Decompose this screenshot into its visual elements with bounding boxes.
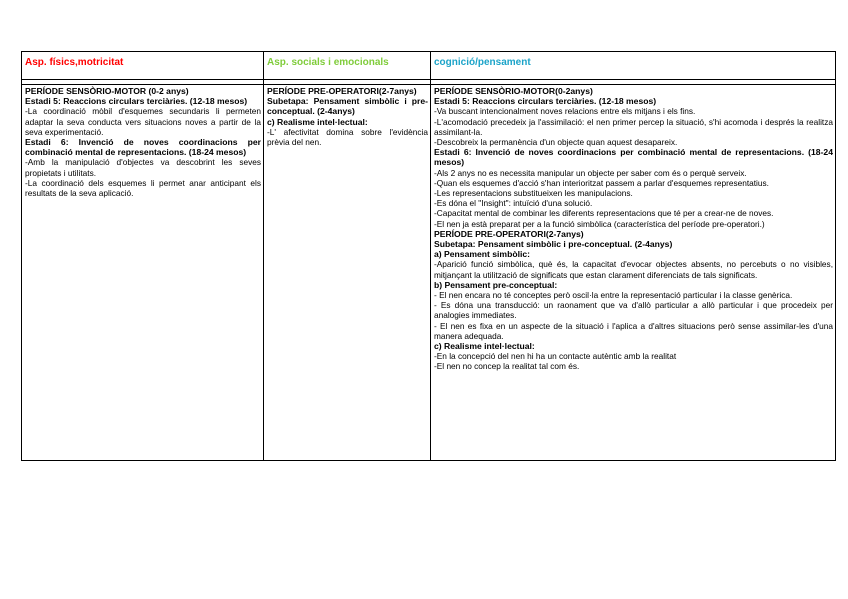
text-line: -La coordinació dels esquemes li permet anar anticipant els resultats de la seva aplicació. bbox=[25, 177, 261, 199]
section-heading: b) Pensament pre-conceptual: bbox=[434, 279, 558, 290]
section-heading: a) Pensament simbòlic: bbox=[434, 249, 530, 260]
section-heading: PERÍODE SENSÒRIO-MOTOR(0-2anys) bbox=[434, 86, 593, 96]
header-physical: Asp. físics,motricitat bbox=[22, 52, 264, 80]
text-line: -El nen ja està preparat per a la funció simbòlica (característica del període pre-operatori.) bbox=[434, 218, 765, 229]
text-line: -Aparició funció simbòlica, què és, la capacitat d'evocar objectes absents, no percebuts o no visibles, mitjançant la utilització de significats que estan clarament diferenciats de tals significats. bbox=[434, 259, 833, 280]
section-heading: PERÍODE SENSÒRIO-MOTOR (0-2 anys) bbox=[25, 86, 189, 96]
cognition-cell bbox=[431, 85, 836, 461]
text-line: -Descobreix la permanència d'un objecte quan aquest desapareix. bbox=[434, 137, 678, 148]
section-heading: Estadi 5: Reaccions circulars terciàries. (12-18 mesos) bbox=[25, 96, 248, 107]
section-heading: Subetapa: Pensament simbòlic i pre-conceptual. (2-4anys) bbox=[267, 96, 428, 117]
text-line: -La coordinació mòbil d'esquemes secundaris li permeten adaptar la seva conducta vers situacions noves a partir de la seva experimentació. bbox=[25, 106, 261, 137]
development-table bbox=[21, 51, 836, 461]
physical-cell bbox=[22, 85, 264, 461]
social-cell bbox=[264, 85, 431, 461]
text-line: - El nen es fixa en un aspecte de la situació i l'aplica a d'altres situacions però sense assimilar-les d'una manera adequada. bbox=[434, 320, 833, 341]
text-line: -Quan els esquemes d'acció s'han interioritzat passem a parlar d'esquemes representatius. bbox=[434, 177, 769, 188]
header-cognition: cognició/pensament bbox=[431, 52, 836, 80]
section-heading: Subetapa: Pensament simbòlic i pre-conceptual. (2-4anys) bbox=[434, 239, 673, 250]
text-line: -En la concepció del nen hi ha un contacte autèntic amb la realitat bbox=[434, 351, 677, 362]
section-heading: Estadi 6: Invenció de noves coordinacions per combinació mental de representacions. (18-24 mesos) bbox=[25, 137, 261, 158]
section-heading: PERÍODE PRE-OPERATORI(2-7anys) bbox=[267, 86, 417, 96]
section-heading: c) Realisme intel·lectual: bbox=[267, 116, 368, 127]
content-row bbox=[22, 85, 836, 461]
text-line: - El nen encara no té conceptes però oscil·la entre la representació particular i la classe genèrica. bbox=[434, 290, 793, 301]
text-line: -Es dóna el "Insight": intuïció d'una solució. bbox=[434, 198, 593, 209]
text-line: -L' afectivitat domina sobre l'evidència prèvia del nen. bbox=[267, 126, 428, 148]
text-line: -Capacitat mental de combinar les diferents representacions que té per a crear-ne de noves. bbox=[434, 208, 774, 219]
text-line: - Es dóna una transducció: un raonament que va d'allò particular a allò particular i que procedeix per analogies immediates. bbox=[434, 300, 833, 321]
section-heading: Estadi 5: Reaccions circulars terciàries. (12-18 mesos) bbox=[434, 96, 657, 107]
text-line: -El nen no concep la realitat tal com és. bbox=[434, 361, 580, 372]
text-line: -Les representacions substitueixen les manipulacions. bbox=[434, 188, 633, 199]
section-heading: Estadi 6: Invenció de noves coordinacions per combinació mental de representacions. (18-24 mesos) bbox=[434, 147, 833, 168]
header-row bbox=[22, 52, 836, 80]
text-line: -Als 2 anys no es necessita manipular un objecte per saber com és o perquè serveix. bbox=[434, 167, 747, 178]
text-line: -L'acomodació precedeix ja l'assimilació: el nen primer percep la situació, s'hi acomoda i després la realitza assimilant-la. bbox=[434, 116, 833, 137]
section-heading: c) Realisme intel·lectual: bbox=[434, 341, 535, 352]
text-line: -Va buscant intencionalment noves relacions entre els mitjans i els fins. bbox=[434, 106, 696, 117]
section-heading: PERÍODE PRE-OPERATORI(2-7anys) bbox=[434, 228, 584, 239]
header-social: Asp. socials i emocionals bbox=[264, 52, 431, 80]
text-line: -Amb la manipulació d'objectes va descobrint les seves propietats i utilitats. bbox=[25, 157, 261, 178]
